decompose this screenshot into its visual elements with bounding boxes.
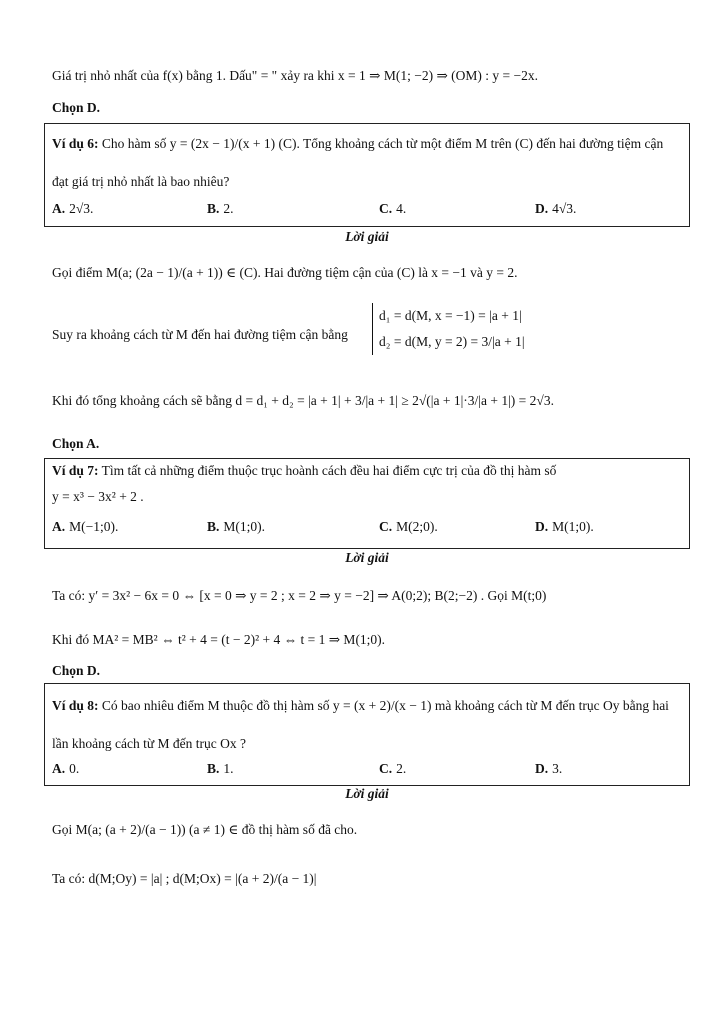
text-line-min-value: Giá trị nhỏ nhất của f(x) bằng 1. Dấu" = " xảy ra khi x = 1 ⇒ M(1; −2) ⇒ (OM) : y = −2x. [52,68,538,83]
example-6-option-a: A. 2√3. [52,201,94,216]
answer-choice-d-2: Chọn D. [52,663,101,678]
distance-system [372,303,525,355]
example-7-function: y = x³ − 3x² + 2 . [52,489,144,504]
example-7-box [44,458,690,549]
example-8-option-b: B. 1. [207,761,234,776]
example-6-box [44,123,690,227]
solution-7-line-1: Ta có: y′ = 3x² − 6x = 0 ⇔ [x = 0 ⇒ y = 2 ; x = 2 ⇒ y = −2] ⇒ A(0;2); B(2;−2) . Gọi M(t;0) [52,588,547,603]
example-7-question [52,463,556,479]
answer-choice-d: Chọn D. [52,100,101,115]
example-7-label: Ví dụ 7: [52,463,99,478]
answer-choice-a: Chọn A. [52,436,100,451]
solution-heading-7: Lời giải [345,550,389,565]
distance-d2: d₂ = d(M, y = 2) = 3/|a + 1| [379,334,525,349]
example-6-text-continued: đạt giá trị nhỏ nhất là bao nhiêu? [52,174,230,189]
example-7-option-b: B. M(1;0). [207,519,266,534]
solution-8-line-1: Gọi M(a; (a + 2)/(a − 1)) (a ≠ 1) ∈ đồ thị hàm số đã cho. [52,822,358,837]
example-8-option-a: A. 0. [52,761,80,776]
example-8-label: Ví dụ 8: [52,698,99,713]
example-6-option-c: C. 4. [379,201,407,216]
example-6-question [52,136,663,152]
solution-6-line-2: Suy ra khoảng cách từ M đến hai đường tiệm cận bằng [52,327,348,342]
example-6-text: Cho hàm số y = (2x − 1)/(x + 1) (C). Tổng khoảng cách từ một điểm M trên (C) đến hai đường tiệm cận [98,136,664,151]
solution-heading-6: Lời giải [345,229,389,244]
example-8-option-c: C. 2. [379,761,407,776]
distance-d1: d₁ = d(M, x = −1) = |a + 1| [379,308,522,323]
solution-7-line-2: Khi đó MA² = MB² ⇔ t² + 4 = (t − 2)² + 4 ⇔ t = 1 ⇒ M(1;0). [52,632,386,647]
example-6-option-d: D. 4√3. [535,201,577,216]
example-8-box [44,683,690,786]
example-7-option-c: C. M(2;0). [379,519,438,534]
example-7-text: Tìm tất cả những điểm thuộc trục hoành cách đều hai điểm cực trị của đồ thị hàm số [98,463,557,478]
example-7-option-a: A. M(−1;0). [52,519,119,534]
example-8-option-d: D. 3. [535,761,563,776]
example-6-option-b: B. 2. [207,201,234,216]
example-8-text-continued: lần khoảng cách từ M đến trục Ox ? [52,736,247,751]
example-8-text: Có bao nhiêu điểm M thuộc đồ thị hàm số y = (x + 2)/(x − 1) mà khoảng cách từ M đến trục Oy bằng hai [98,698,669,713]
solution-6-line-1: Gọi điểm M(a; (2a − 1)/(a + 1)) ∈ (C). Hai đường tiệm cận của (C) là x = −1 và y = 2. [52,265,518,280]
example-8-question [52,698,669,714]
solution-heading-8: Lời giải [345,786,389,801]
solution-6-line-3: Khi đó tổng khoảng cách sẽ bằng d = d₁ + d₂ = |a + 1| + 3/|a + 1| ≥ 2√(|a + 1|·3/|a + 1|) = 2√3. [52,393,554,408]
solution-8-line-2: Ta có: d(M;Oy) = |a| ; d(M;Ox) = |(a + 2)/(a − 1)| [52,871,317,886]
example-7-option-d: D. M(1;0). [535,519,594,534]
example-6-label: Ví dụ 6: [52,136,99,151]
